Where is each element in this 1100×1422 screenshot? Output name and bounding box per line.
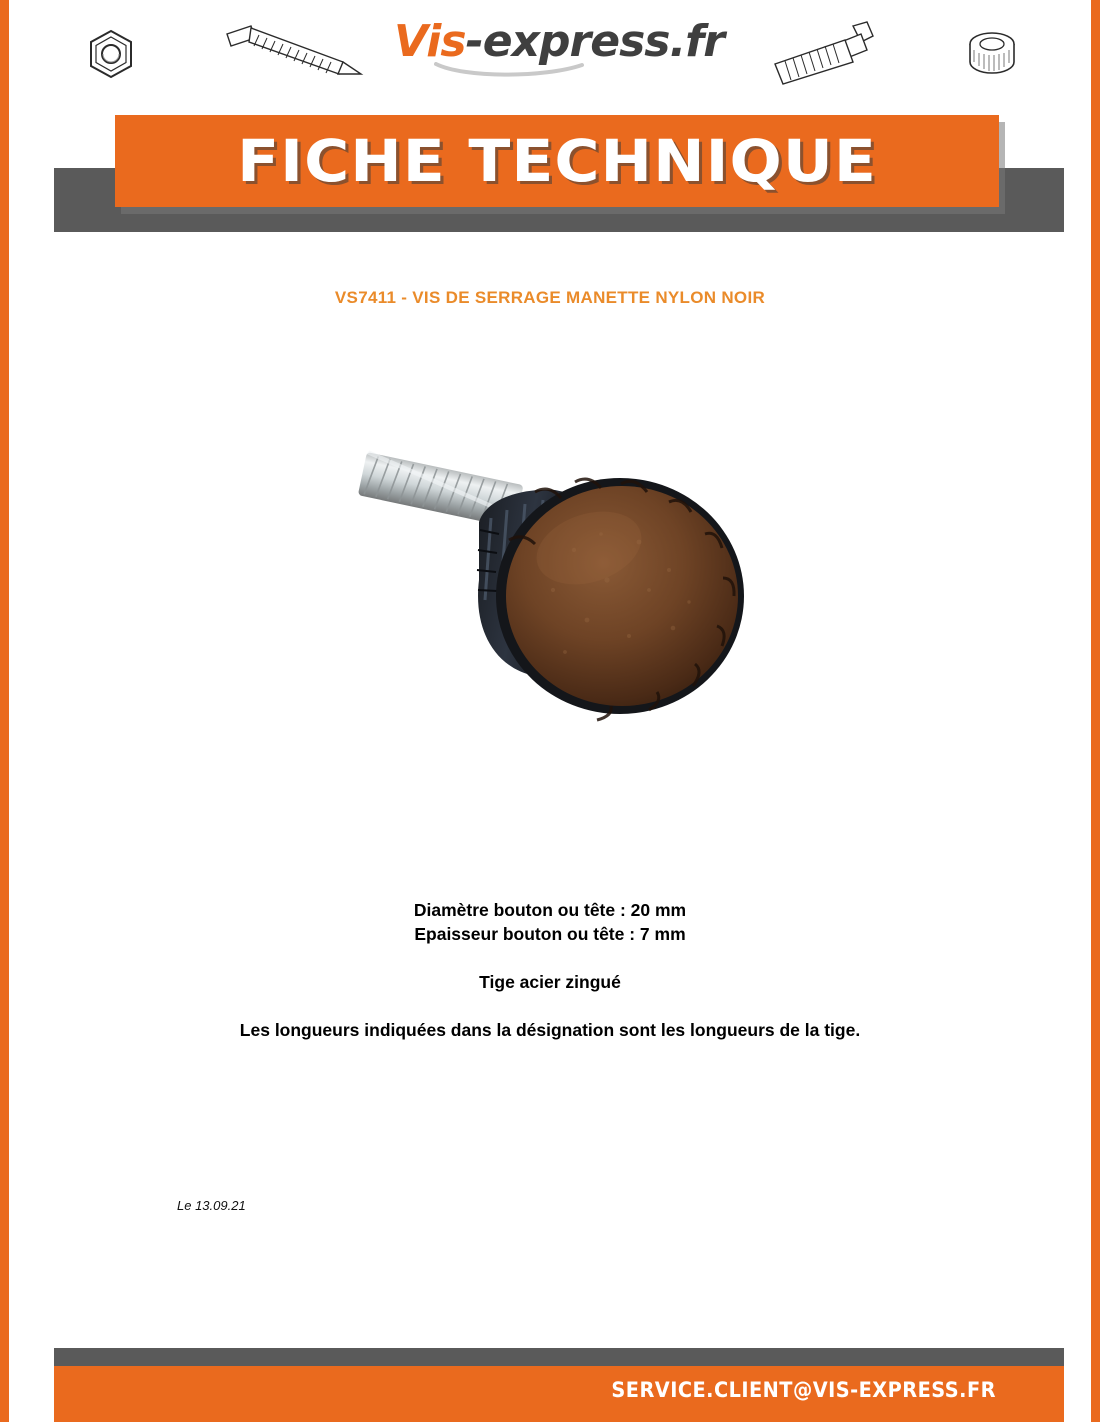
title-band	[115, 115, 999, 207]
spacer-2	[9, 994, 1091, 1018]
footer-contact-email[interactable]: SERVICE.CLIENT@VIS-EXPRESS.FR	[611, 1378, 996, 1402]
logo-text-express: -express.fr	[465, 16, 725, 67]
specification-block	[9, 898, 1091, 1042]
document-date: Le 13.09.21	[177, 1198, 246, 1213]
footer-band	[54, 1366, 1064, 1422]
product-reference: VS7411 - VIS DE SERRAGE MANETTE NYLON NOIR	[334, 288, 766, 307]
spec-diameter: Diamètre bouton ou tête : 20 mm	[413, 900, 687, 920]
spec-material: Tige acier zingué	[479, 972, 621, 992]
product-image	[339, 430, 799, 750]
footer-grey-band	[54, 1348, 1064, 1366]
spacer-1	[9, 946, 1091, 970]
spec-thickness: Epaisseur bouton ou tête : 7 mm	[414, 924, 686, 944]
spec-length-note: Les longueurs indiquées dans la désignation sont les longueurs de la tige.	[239, 1020, 861, 1040]
site-logo	[9, 16, 1100, 67]
logo-swoosh-icon	[434, 62, 584, 78]
document-header	[9, 0, 1100, 110]
logo-text-vis: Vis	[393, 16, 466, 67]
page-title: FICHE TECHNIQUE	[237, 127, 877, 195]
